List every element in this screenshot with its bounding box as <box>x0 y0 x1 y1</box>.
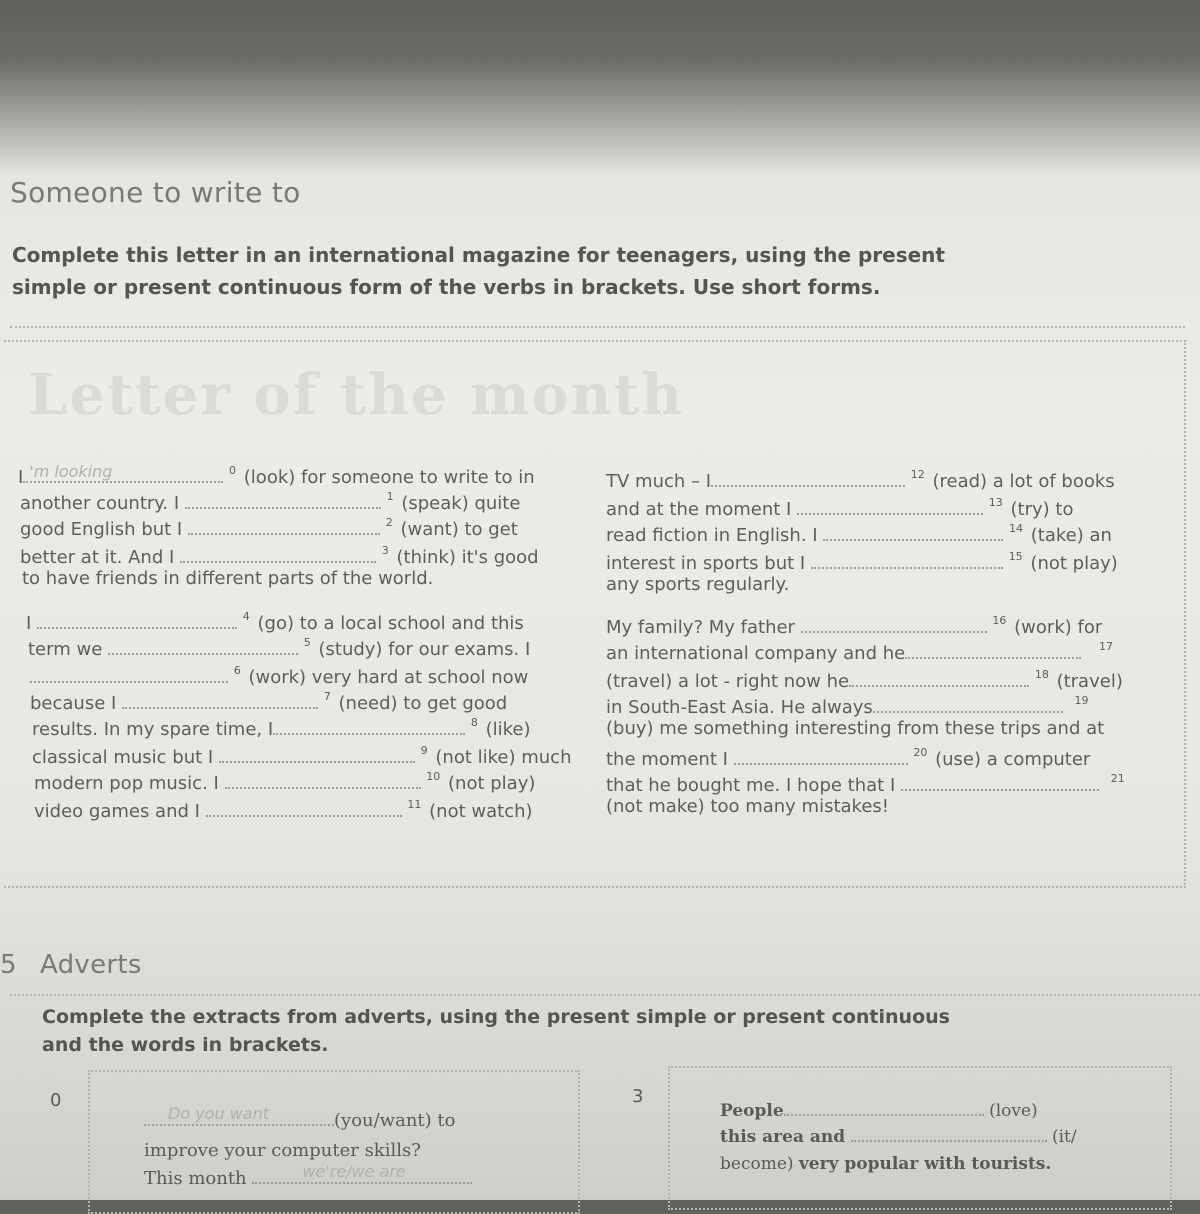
text: interest in sports but I <box>606 553 806 574</box>
answer-blank[interactable] <box>225 773 421 789</box>
answer-blank[interactable] <box>108 639 298 655</box>
text: (it/ <box>1051 1127 1077 1147</box>
letter-line <box>22 568 433 590</box>
letter-line <box>606 718 1104 740</box>
gap-number: 8 <box>470 716 478 729</box>
advert-0-line-2: improve your computer skills? <box>144 1140 421 1161</box>
advert-0-line-1 <box>144 1104 456 1131</box>
letter-line <box>32 742 571 769</box>
banner-title: Letter of the month <box>28 362 684 428</box>
text: (read) a lot of books <box>932 471 1115 492</box>
text: become) <box>720 1154 794 1174</box>
gap-number: 21 <box>1110 772 1125 785</box>
text: modern pop music. I <box>34 773 219 794</box>
text: term we <box>28 639 103 660</box>
advert-3-line-2 <box>720 1126 1077 1147</box>
text: (study) for our exams. I <box>318 639 531 660</box>
answer-blank[interactable] <box>144 1104 334 1126</box>
instruction-line-2: simple or present continuous form of the verbs in brackets. Use short forms. <box>12 275 881 299</box>
text: read fiction in English. I <box>606 525 818 546</box>
text: (work) for <box>1014 617 1103 638</box>
example-answer: we're/we are <box>302 1162 406 1181</box>
text: (travel) <box>1056 671 1123 692</box>
answer-blank[interactable] <box>219 747 415 763</box>
gap-number: 6 <box>233 664 241 677</box>
text: (go) to a local school and this <box>257 613 524 634</box>
gap-number: 19 <box>1074 694 1089 707</box>
text: This month <box>144 1168 247 1189</box>
text: another country. I <box>20 493 180 514</box>
answer-blank[interactable] <box>851 1126 1047 1142</box>
section-title: Someone to write to <box>10 176 301 209</box>
letter-line <box>606 494 1073 521</box>
text: this area and <box>720 1127 846 1147</box>
letter-line <box>606 574 789 596</box>
letter-line <box>28 634 530 661</box>
text: (think) it's good <box>396 547 539 568</box>
gap-number: 20 <box>913 746 928 759</box>
letter-line <box>30 688 507 715</box>
answer-blank[interactable] <box>873 697 1063 713</box>
text: People <box>720 1101 784 1121</box>
answer-blank[interactable] <box>252 1162 472 1184</box>
answer-blank[interactable] <box>849 671 1029 687</box>
answer-blank[interactable] <box>188 519 380 535</box>
letter-line <box>606 770 1127 797</box>
advert-3-line-1 <box>720 1100 1038 1121</box>
text: because I <box>30 693 117 714</box>
gap-number: 4 <box>242 610 250 623</box>
gap-number: 12 <box>910 468 925 481</box>
answer-blank[interactable] <box>122 693 318 709</box>
answer-blank[interactable] <box>797 499 983 515</box>
text: (not play) <box>448 773 536 794</box>
adverts-instruction-line-1: Complete the extracts from adverts, using the present simple or present continuous <box>42 1006 950 1028</box>
text: (like) <box>485 719 531 740</box>
text: I <box>18 467 24 488</box>
text: (travel) a lot - right now he <box>606 671 850 692</box>
text: video games and I <box>34 801 200 822</box>
text: (look) for someone to write to in <box>243 467 535 488</box>
text: (not watch) <box>429 801 533 822</box>
text: better at it. And I <box>20 547 175 568</box>
text: good English but I <box>20 519 183 540</box>
example-answer: 'm looking <box>29 462 113 481</box>
answer-blank[interactable] <box>823 525 1003 541</box>
text: TV much – I <box>606 471 712 492</box>
text: (use) a computer <box>935 749 1091 770</box>
text: very popular with tourists. <box>798 1154 1052 1174</box>
text: results. In my spare time, I <box>32 719 274 740</box>
text: (not play) <box>1030 553 1118 574</box>
answer-blank[interactable] <box>784 1100 984 1116</box>
text: any sports regularly. <box>606 574 790 595</box>
letter-line <box>32 714 531 741</box>
text: in South-East Asia. He always <box>606 697 873 718</box>
answer-blank[interactable] <box>273 719 465 735</box>
text: (you/want) to <box>334 1110 456 1131</box>
example-answer: Do you want <box>168 1104 269 1123</box>
gap-number: 10 <box>426 770 441 783</box>
letter-line <box>18 462 535 489</box>
text: (buy) me something interesting from these trips and at <box>606 718 1105 739</box>
advert-0-line-3 <box>144 1162 472 1189</box>
advert-3-line-3 <box>720 1154 1051 1174</box>
gap-number: 15 <box>1008 550 1023 563</box>
answer-blank[interactable] <box>30 667 228 683</box>
letter-line <box>20 488 520 515</box>
letter-line <box>34 796 533 823</box>
answer-blank[interactable] <box>185 493 381 509</box>
letter-line <box>606 520 1112 547</box>
gap-number: 3 <box>381 544 389 557</box>
gap-number: 16 <box>992 614 1007 627</box>
gap-number: 13 <box>988 496 1003 509</box>
adverts-instruction-line-2: and the words in brackets. <box>42 1034 329 1056</box>
section-title-adverts: Adverts <box>40 950 142 980</box>
text: I <box>26 613 32 634</box>
text: that he bought me. I hope that I <box>606 775 896 796</box>
gap-number: 0 <box>229 464 237 477</box>
letter-line <box>606 638 1115 665</box>
divider-adverts <box>10 994 1200 996</box>
letter-line <box>20 542 539 569</box>
letter-line <box>606 666 1123 693</box>
answer-blank[interactable] <box>811 553 1003 569</box>
text: to have friends in different parts of the world. <box>22 568 434 589</box>
text: (speak) quite <box>401 493 521 514</box>
text: (work) very hard at school now <box>248 667 529 688</box>
letter-line <box>26 608 524 635</box>
letter-line <box>606 612 1102 639</box>
letter-line <box>30 662 528 689</box>
text: (not make) too many mistakes! <box>606 796 889 817</box>
answer-blank[interactable] <box>23 462 223 483</box>
letter-line <box>606 692 1091 719</box>
answer-blank[interactable] <box>901 775 1099 791</box>
text: My family? My father <box>606 617 795 638</box>
answer-blank[interactable] <box>180 547 376 563</box>
text: (try) to <box>1010 499 1074 520</box>
text: and at the moment I <box>606 499 792 520</box>
gap-number: 14 <box>1009 522 1024 535</box>
letter-line <box>606 744 1090 771</box>
gap-number: 1 <box>386 490 394 503</box>
text: (need) to get good <box>338 693 508 714</box>
gap-number: 11 <box>407 798 422 811</box>
gap-number: 9 <box>420 744 428 757</box>
text: the moment I <box>606 749 728 770</box>
advert-3-number: 3 <box>632 1086 644 1107</box>
answer-blank[interactable] <box>711 471 905 487</box>
instruction-line-1: Complete this letter in an international magazine for teenagers, using the present <box>12 243 945 267</box>
letter-line <box>606 548 1118 575</box>
advert-0-number: 0 <box>50 1090 62 1111</box>
divider-top <box>10 326 1185 328</box>
answer-blank[interactable] <box>734 749 908 765</box>
gap-number: 18 <box>1034 668 1049 681</box>
text: classical music but I <box>32 747 214 768</box>
text: (want) to get <box>400 519 518 540</box>
gap-number: 17 <box>1098 640 1113 653</box>
answer-blank[interactable] <box>37 613 237 629</box>
text: (take) an <box>1030 525 1112 546</box>
answer-blank[interactable] <box>206 801 402 817</box>
answer-blank[interactable] <box>905 643 1081 659</box>
text: an international company and he <box>606 643 906 664</box>
gap-number: 5 <box>303 636 311 649</box>
section-number: 5 <box>0 950 17 980</box>
letter-line <box>34 768 535 795</box>
gap-number: 7 <box>323 690 331 703</box>
gap-number: 2 <box>385 516 393 529</box>
text: (love) <box>989 1101 1038 1121</box>
letter-line <box>606 796 889 818</box>
letter-line <box>20 514 518 541</box>
text: (not like) much <box>435 747 572 768</box>
answer-blank[interactable] <box>801 617 987 633</box>
letter-line <box>606 466 1115 493</box>
